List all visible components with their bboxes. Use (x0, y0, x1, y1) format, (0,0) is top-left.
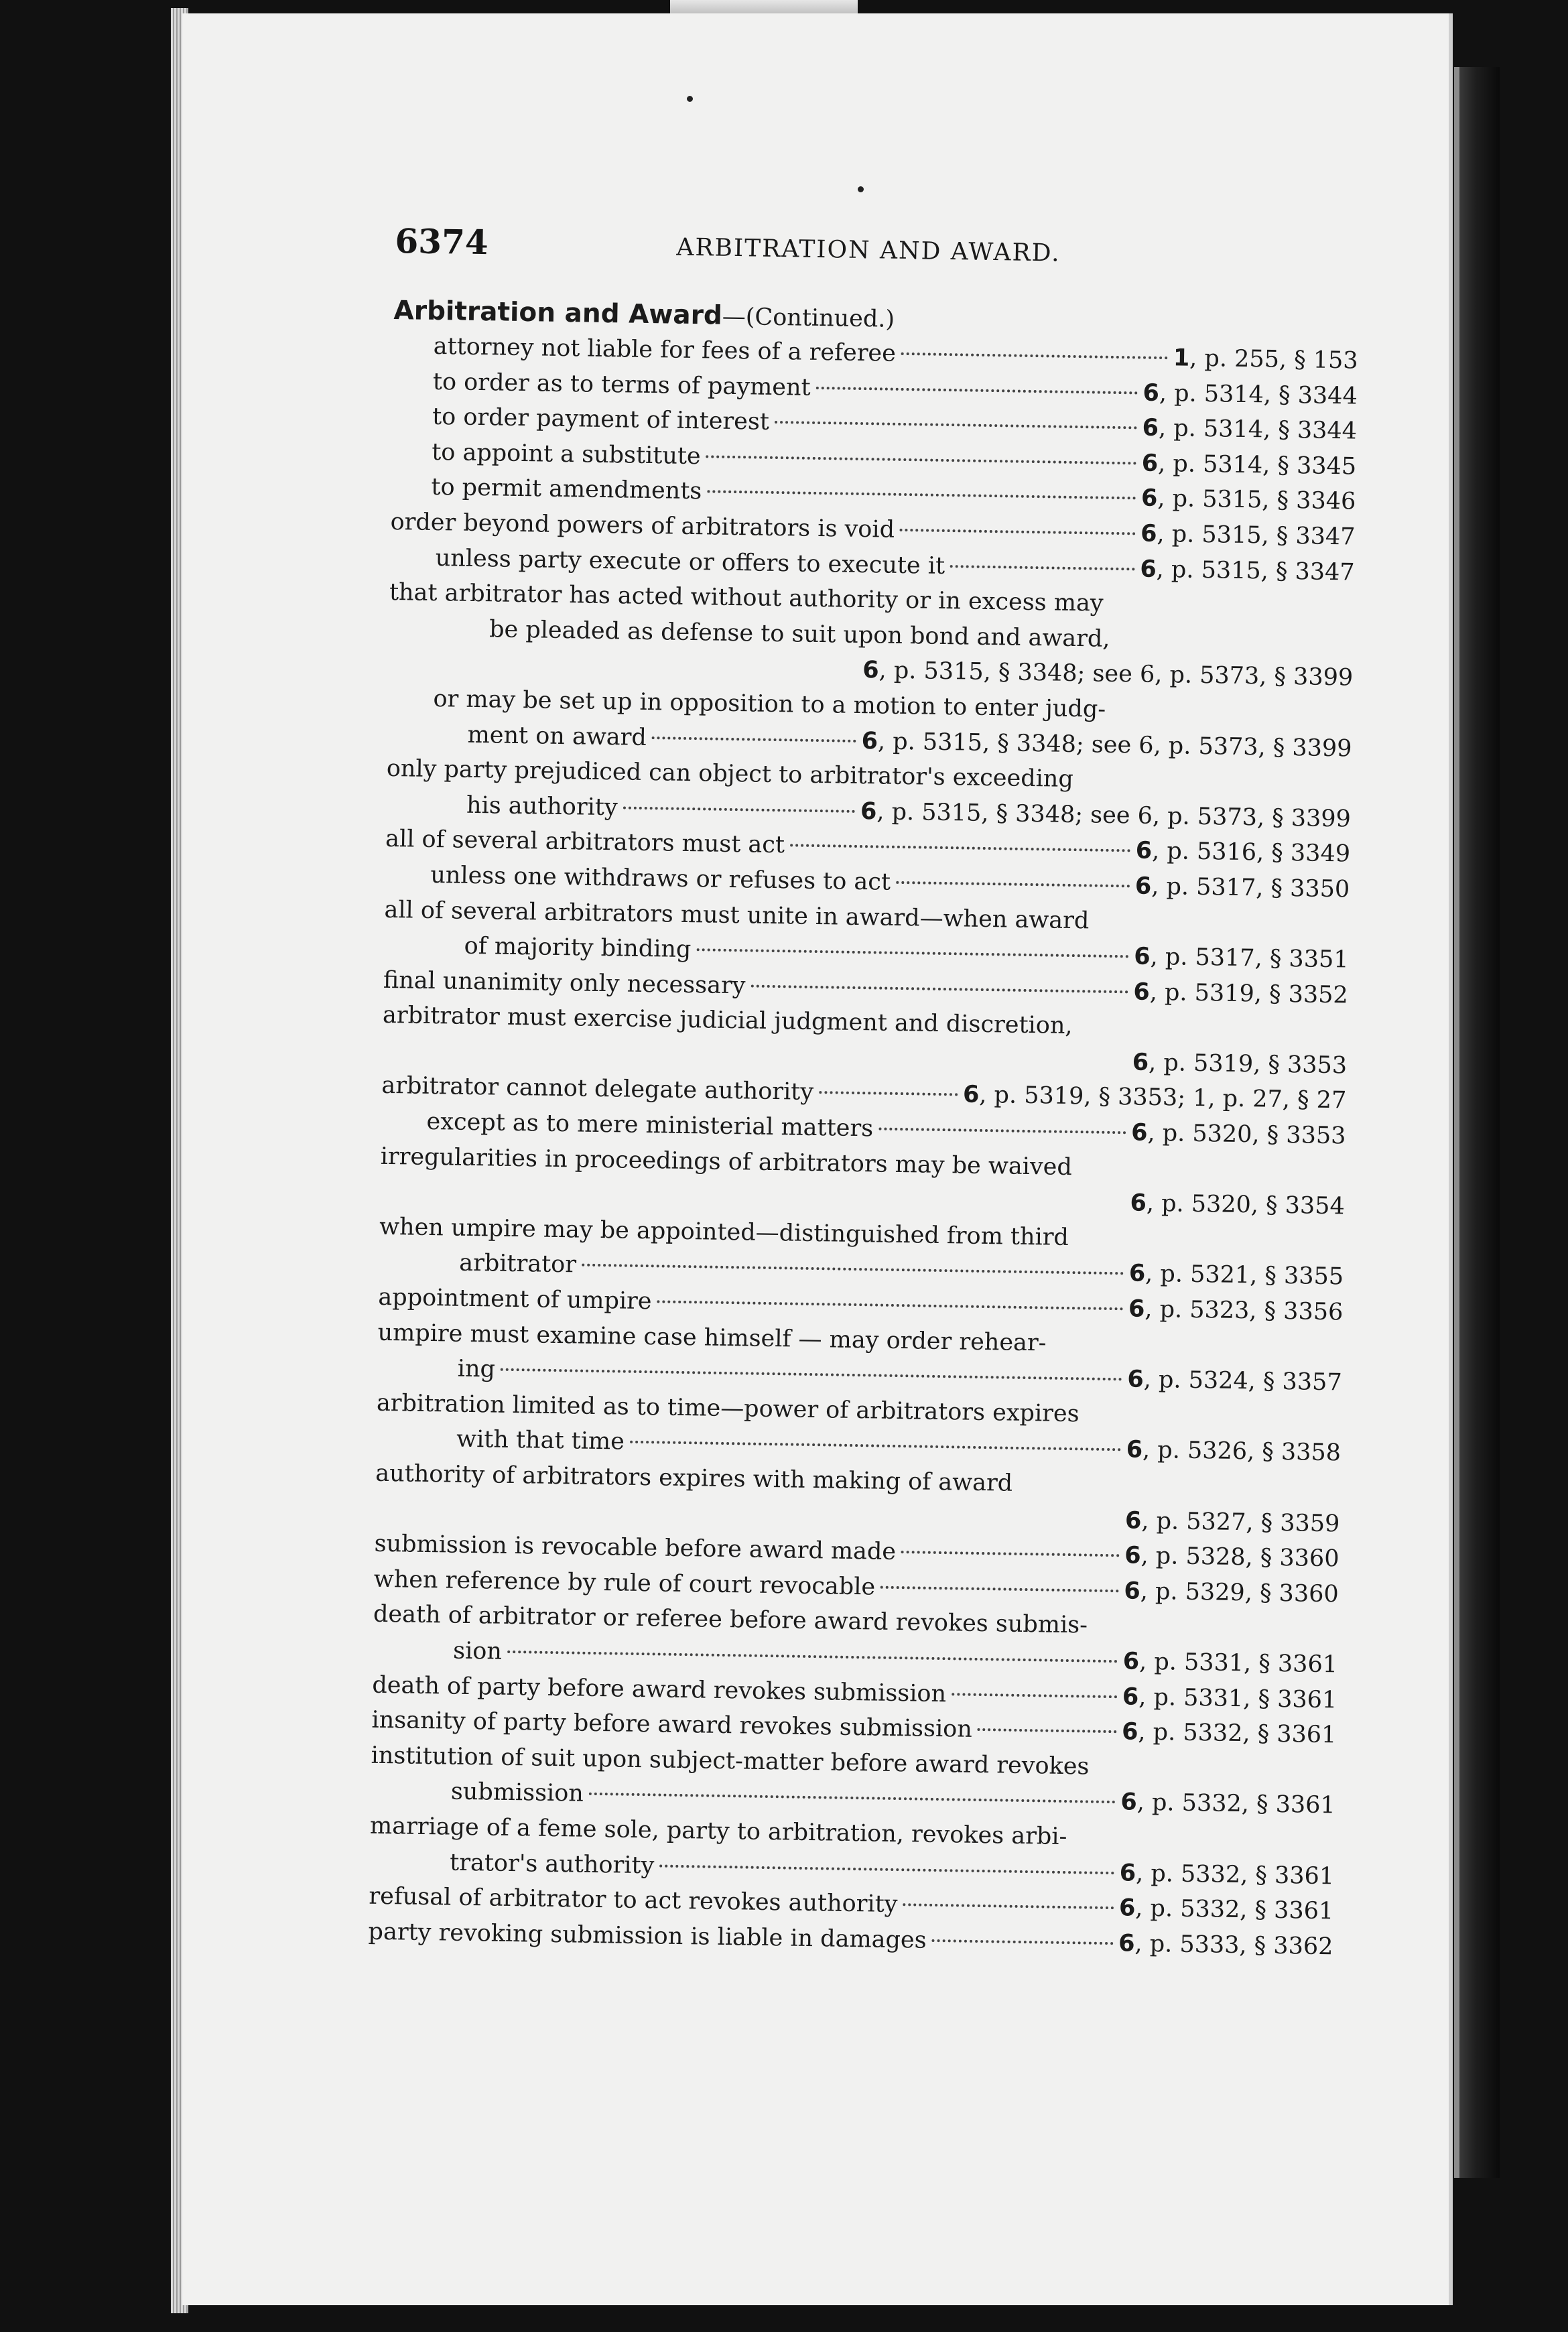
page-section-ref: , p. 5315, § 3346 (1157, 485, 1356, 515)
index-content (368, 294, 1359, 1965)
entry-text: to order as to terms of payment (432, 368, 811, 401)
entry-reference (1122, 1679, 1337, 1718)
volume-number: 6 (1140, 520, 1157, 547)
page-section-ref: , p. 255, § 153 (1189, 344, 1358, 375)
page-section-ref: , p. 5332, § 3361 (1138, 1718, 1337, 1749)
entry-text: when reference by rule of court revocable (373, 1565, 876, 1601)
volume-number: 6 (1126, 1436, 1143, 1464)
volume-number: 6 (1122, 1648, 1140, 1675)
entry-text: ment on award (467, 721, 647, 751)
entry-text: or may be set up in opposition to a motion to enter judg- (433, 685, 1106, 723)
volume-number: 6 (1135, 837, 1153, 865)
page-section-ref: , p. 5317, § 3351 (1150, 943, 1349, 974)
entry-text: with that time (456, 1426, 625, 1456)
entry-text: arbitrator cannot delegate authority (381, 1072, 814, 1106)
page-section-ref: , p. 5315, § 3347 (1156, 556, 1355, 586)
page-section-ref: , p. 5315, § 3348; see 6, p. 5373, § 3399 (876, 798, 1352, 833)
volume-number: 1 (1173, 344, 1190, 372)
entry-text: death of party before award revokes submission (372, 1671, 947, 1707)
entry-text: of majority binding (464, 932, 692, 964)
entry-text: all of several arbitrators must unite in award—when award (384, 896, 1090, 934)
section-title: Arbitration and Award (393, 295, 723, 331)
book-binding (1454, 67, 1500, 2178)
entry-text: unless party execute or offers to execute it (435, 544, 945, 580)
entry-reference (1125, 1503, 1340, 1542)
page-section-ref: , p. 5326, § 3358 (1142, 1437, 1342, 1467)
entry-text: when umpire may be appointed—distinguished from third (379, 1213, 1069, 1251)
page-section-ref: , p. 5317, § 3350 (1151, 872, 1350, 903)
volume-number: 6 (1124, 1577, 1141, 1605)
running-head: ARBITRATION AND AWARD. (676, 233, 1061, 267)
entry-text: institution of suit upon subject-matter before award revokes (371, 1742, 1090, 1780)
volume-number: 6 (1119, 1859, 1136, 1887)
entry-text: party revoking submission is liable in damages (368, 1918, 927, 1954)
entry-text: arbitrator must exercise judicial judgment and discretion, (382, 1002, 1073, 1040)
page-section-ref: , p. 5315, § 3348; see 6, p. 5373, § 3399 (878, 657, 1354, 692)
volume-number: 6 (1121, 1718, 1138, 1746)
entry-reference (1122, 1714, 1337, 1753)
entry-text: his authority (466, 791, 618, 822)
entry-reference (1127, 1362, 1342, 1401)
entry-text: unless one withdraws or refuses to act (430, 861, 891, 896)
volume-number: 6 (1133, 978, 1151, 1006)
page-section-ref: , p. 5324, § 3357 (1143, 1366, 1342, 1397)
page-number: 6374 (395, 221, 489, 263)
volume-number: 6 (1124, 1506, 1142, 1535)
entry-reference (1173, 340, 1358, 379)
entry-reference (1130, 1186, 1345, 1225)
volume-number: 6 (1141, 450, 1159, 477)
entry-reference (1135, 868, 1350, 907)
page-section-ref: , p. 5321, § 3355 (1145, 1260, 1344, 1291)
entry-reference (1133, 974, 1348, 1013)
entry-text: irregularities in proceedings of arbitrators may be waived (380, 1143, 1073, 1181)
entry-text: be pleaded as defense to suit upon bond and award, (488, 616, 1110, 653)
page-section-ref: , p. 5323, § 3356 (1145, 1295, 1344, 1326)
entry-text: that arbitrator has acted without authority or in excess may (389, 579, 1104, 617)
page-section-ref: , p. 5319, § 3353 (1148, 1049, 1348, 1080)
page-section-ref: , p. 5316, § 3349 (1151, 838, 1351, 868)
volume-number: 6 (962, 1081, 980, 1109)
entry-text: arbitrator (458, 1250, 577, 1279)
volume-number: 6 (1120, 1789, 1138, 1817)
entry-text: umpire must examine case himself — may order rehear- (377, 1319, 1047, 1357)
entry-reference (1128, 1291, 1344, 1330)
entry-reference (1140, 517, 1356, 556)
entry-reference (1122, 1644, 1337, 1683)
page-section-ref: , p. 5331, § 3361 (1138, 1648, 1338, 1679)
entry-reference (1141, 446, 1356, 484)
page-section-ref: , p. 5328, § 3360 (1140, 1542, 1340, 1573)
entry-text: trator's authority (449, 1849, 655, 1879)
entry-reference (1141, 481, 1356, 520)
page-section-ref: , p. 5314, § 3345 (1157, 450, 1357, 480)
entry-reference (1135, 834, 1350, 872)
page-section-ref: , p. 5332, § 3361 (1135, 1894, 1334, 1925)
speck (858, 186, 864, 192)
entry-text: except as to mere ministerial matters (426, 1108, 874, 1143)
volume-number: 6 (1132, 1049, 1149, 1076)
entry-reference (1118, 1926, 1333, 1965)
page-section-ref: , p. 5331, § 3361 (1138, 1683, 1337, 1713)
entry-reference (1142, 375, 1358, 414)
entry-text: attorney not liable for fees of a referee (433, 332, 897, 367)
page-section-ref: , p. 5329, § 3360 (1140, 1577, 1339, 1608)
entry-text: marriage of a feme sole, party to arbitration, revokes arbi- (369, 1812, 1067, 1850)
continued-label: —(Continued.) (722, 303, 895, 333)
entry-text: to appoint a substitute (431, 438, 702, 470)
page-section-ref: , p. 5314, § 3344 (1159, 379, 1358, 410)
entry-reference (1134, 940, 1349, 978)
entry-text: submission (450, 1778, 584, 1808)
page-section-ref: , p. 5315, § 3348; see 6, p. 5373, § 3399 (877, 727, 1352, 763)
speck (687, 96, 693, 102)
page-section-ref: , p. 5319, § 3352 (1149, 978, 1349, 1009)
entry-text: submission is revocable before award made (374, 1530, 897, 1566)
volume-number: 6 (1140, 556, 1157, 583)
entry-reference (1132, 1045, 1347, 1084)
page-section-ref: , p. 5319, § 3353; 1, p. 27, § 27 (979, 1082, 1347, 1114)
entry-text: order beyond powers of arbitrators is void (390, 508, 895, 543)
volume-number: 6 (1133, 943, 1151, 970)
volume-number: 6 (1128, 1260, 1146, 1288)
page-section-ref: , p. 5332, § 3361 (1135, 1860, 1335, 1890)
entry-reference (963, 1078, 1347, 1119)
page-section-ref: , p. 5314, § 3344 (1158, 415, 1358, 445)
entry-text: appointment of umpire (378, 1283, 652, 1315)
entry-text: sion (452, 1637, 503, 1665)
entry-reference (1131, 1116, 1346, 1155)
volume-number: 6 (860, 797, 877, 826)
page-section-ref: , p. 5332, § 3361 (1136, 1789, 1336, 1819)
volume-number: 6 (1118, 1930, 1135, 1957)
entry-reference (1128, 1256, 1344, 1295)
page-section-ref: , p. 5333, § 3362 (1134, 1930, 1333, 1961)
entry-reference (1119, 1890, 1334, 1929)
entry-reference (1124, 1573, 1339, 1612)
volume-number: 6 (1118, 1894, 1136, 1922)
page-section-ref: , p. 5320, § 3354 (1146, 1190, 1346, 1220)
index-entries (368, 328, 1358, 1965)
entry-text: insanity of party before award revokes submission (371, 1706, 973, 1743)
entry-text: to permit amendments (431, 474, 702, 505)
volume-number: 6 (861, 727, 878, 755)
entry-text: only party prejudiced can object to arbitrator's exceeding (386, 755, 1074, 793)
volume-number: 6 (1127, 1366, 1145, 1393)
volume-number: 6 (1142, 414, 1159, 442)
volume-number: 6 (1130, 1189, 1147, 1218)
volume-number: 6 (1130, 1119, 1148, 1147)
entry-text: all of several arbitrators must act (385, 826, 785, 859)
entry-text: death of arbitrator or referee before award revokes submis- (373, 1601, 1088, 1639)
entry-reference (1119, 1856, 1334, 1894)
entry-text: to order payment of interest (432, 403, 770, 436)
volume-number: 6 (1122, 1683, 1139, 1711)
entry-text: refusal of arbitrator to act revokes authority (369, 1882, 898, 1919)
page-section-ref: , p. 5315, § 3347 (1157, 520, 1356, 551)
volume-number: 6 (1134, 872, 1152, 900)
page-section-ref: , p. 5320, § 3353 (1147, 1119, 1346, 1150)
volume-number: 6 (1140, 484, 1158, 513)
volume-number: 6 (1142, 379, 1160, 407)
entry-text: authority of arbitrators expires with making of award (375, 1460, 1013, 1497)
volume-number: 6 (1128, 1295, 1145, 1323)
volume-number: 6 (1124, 1542, 1141, 1569)
volume-number: 6 (862, 657, 880, 684)
entry-reference (1126, 1433, 1341, 1472)
entry-text: final unanimity only necessary (383, 966, 746, 1000)
entry-reference (1140, 552, 1355, 590)
entry-reference (1124, 1539, 1340, 1577)
entry-reference (1142, 411, 1357, 450)
entry-text: arbitration limited as to time—power of arbitrators expires (376, 1389, 1080, 1428)
entry-reference (1120, 1785, 1335, 1824)
entry-text: ing (457, 1355, 496, 1383)
page-section-ref: , p. 5327, § 3359 (1141, 1507, 1340, 1537)
